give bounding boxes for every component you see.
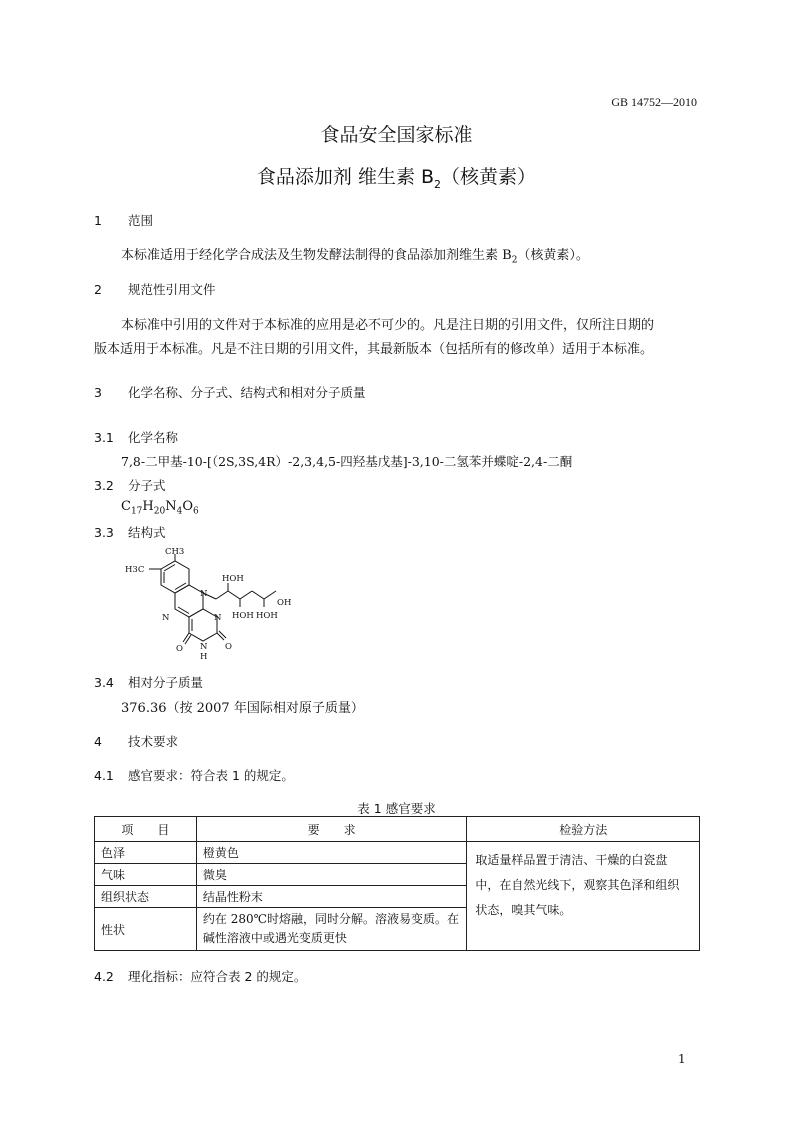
item-cell: 组织状态 (95, 886, 197, 908)
label-h3c-left: H3C (125, 565, 145, 575)
column-header: 要 求 (196, 817, 467, 842)
label-h: H (200, 652, 208, 662)
section-number: 1 (94, 213, 102, 228)
label-o-right: O (225, 642, 232, 652)
section-1-text (121, 244, 589, 266)
pyrazine-ring (175, 585, 203, 617)
label-oh: OH (277, 598, 292, 608)
section-title: 感官要求：符合表 1 的规定。 (128, 768, 294, 783)
label-nh: N (200, 642, 208, 652)
section-title: 化学名称 (128, 430, 179, 445)
section-2-line2: 版本适用于本标准。凡是不注日期的引用文件，其最新版本（包括所有的修改单）适用于本标准。 (94, 342, 654, 357)
label-o-left: O (176, 644, 183, 654)
label-n-top: N (200, 589, 208, 599)
document-subtitle (0, 162, 793, 191)
section-title: 范围 (128, 213, 154, 228)
section-number: 3 (94, 385, 102, 400)
section-3-3-heading (94, 523, 166, 541)
section-number: 3.4 (94, 675, 114, 690)
section-title: 化学名称、分子式、结构式和相对分子质量 (128, 385, 366, 400)
page-number: 1 (678, 1052, 686, 1066)
column-header: 项 目 (95, 817, 197, 842)
section-number: 4.1 (94, 768, 114, 783)
section-3-heading (94, 383, 366, 401)
section-number: 4.2 (94, 969, 114, 984)
scope-text-a: 本标准适用于经化学合成法及生物发酵法制得的食品添加剂维生素 B (121, 248, 512, 263)
column-header: 检验方法 (467, 817, 700, 842)
section-3-1-heading (94, 428, 178, 446)
benzene-ring (161, 561, 189, 593)
section-3-2-heading (94, 476, 166, 494)
formula-h: H (142, 499, 154, 514)
section-1-heading (94, 211, 153, 229)
table-caption: 表 1 感官要求 (357, 801, 436, 816)
item-cell: 性状 (95, 908, 197, 951)
requirement-cell: 约在 280℃时熔融，同时分解。溶液易变质。在碱性溶液中或遇光变质更快 (196, 908, 467, 951)
formula-o-count: 6 (192, 506, 199, 517)
label-hoh-top: HOH (222, 574, 244, 584)
item-cell: 气味 (95, 864, 197, 886)
formula-c-count: 17 (130, 506, 143, 517)
section-title: 分子式 (128, 478, 166, 493)
chemical-name: 7,8-二甲基-10-[（2S,3S,4R）-2,3,4,5-四羟基戊基]-3,10-二氢苯并蝶啶-2,4-二酮 (121, 454, 573, 469)
formula-n-count: 4 (176, 506, 183, 517)
label-n-left: N (162, 613, 170, 623)
formula-o: O (182, 499, 193, 514)
subtitle-prefix: 食品添加剂 维生素 B (256, 166, 435, 188)
section-number: 2 (94, 282, 102, 297)
label-n-right: N (214, 613, 222, 623)
section-title: 理化指标：应符合表 2 的规定。 (128, 969, 307, 984)
subtitle-suffix: （核黄素） (441, 166, 537, 188)
molecular-weight: 376.36（按 2007 年国际相对原子质量） (121, 701, 364, 716)
section-title: 结构式 (128, 525, 166, 540)
pyrimidine-ring (189, 609, 217, 641)
table-row (95, 842, 700, 864)
section-3-4-heading (94, 673, 203, 691)
subtitle-subscript: 2 (434, 177, 442, 191)
sensory-requirements-table (94, 816, 700, 951)
section-title: 规范性引用文件 (128, 282, 216, 297)
formula-c: C (121, 499, 131, 514)
structural-formula (118, 545, 298, 663)
scope-subscript: 2 (511, 255, 518, 266)
section-number: 3.1 (94, 430, 114, 445)
standard-code: GB 14752—2010 (611, 95, 697, 109)
section-number: 3.2 (94, 478, 114, 493)
requirement-cell: 橙黄色 (196, 842, 467, 864)
formula-n: N (165, 499, 177, 514)
section-number: 3.3 (94, 525, 114, 540)
document-title: 食品安全国家标准 (320, 124, 473, 146)
section-number: 4 (94, 734, 102, 749)
section-title: 相对分子质量 (128, 675, 204, 690)
section-4-1-heading (94, 766, 294, 784)
molecular-formula (121, 499, 199, 517)
section-title: 技术要求 (128, 734, 179, 749)
item-cell: 色泽 (95, 842, 197, 864)
section-4-heading (94, 732, 178, 750)
method-cell: 取适量样品置于清洁、干燥的白瓷盘中，在自然光线下，观察其色泽和组织状态，嗅其气味。 (467, 842, 700, 951)
requirement-cell: 微臭 (196, 864, 467, 886)
section-4-2-heading (94, 967, 306, 985)
label-hoh-left: HOH (232, 611, 254, 621)
label-hoh-right: HOH (256, 611, 278, 621)
table-header-row (95, 817, 700, 842)
formula-h-count: 20 (153, 506, 166, 517)
requirement-cell: 结晶性粉末 (196, 886, 467, 908)
scope-text-b: （核黄素）。 (517, 248, 589, 263)
section-2-heading (94, 280, 216, 298)
section-2-line1: 本标准中引用的文件对于本标准的应用是必不可少的。凡是注日期的引用文件，仅所注日期的 (121, 318, 655, 333)
label-ch3-top: CH3 (165, 547, 185, 557)
